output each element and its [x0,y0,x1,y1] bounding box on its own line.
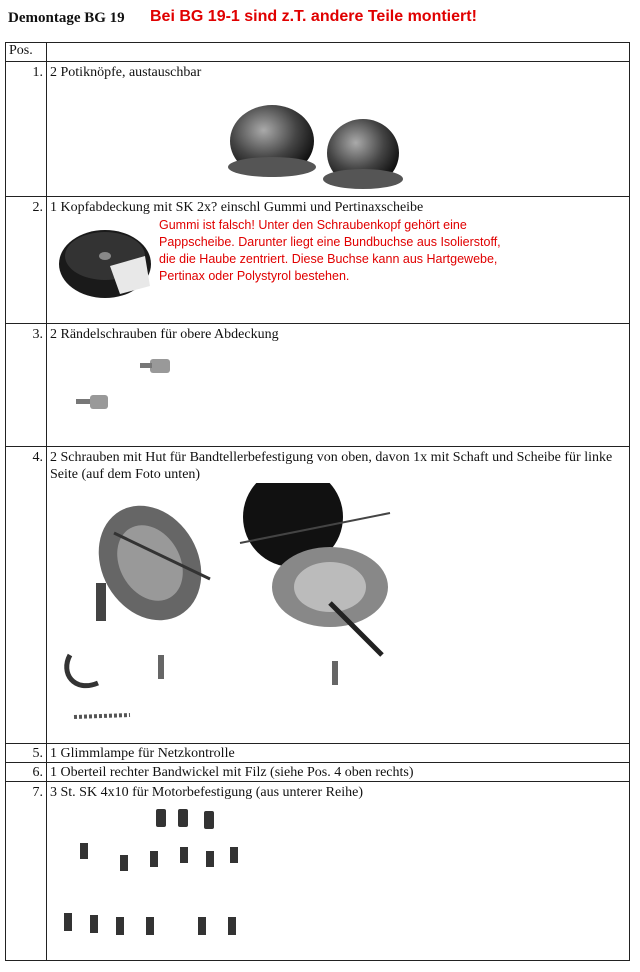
row-pos: 1. [32,65,43,80]
table-row [6,62,630,197]
warning-note: Bei BG 19-1 sind z.T. andere Teile montiert! [150,8,477,25]
row-pos: 2. [32,200,43,215]
row-pos: 4. [32,450,43,465]
table-row [6,197,630,324]
page-header [8,6,632,36]
motor-screws-photo [50,801,629,951]
table-row [6,324,630,447]
document-title: Demontage BG 19 [8,10,125,26]
row-text: 1 Glimmlampe für Netzkontrolle [50,746,235,761]
table-row [6,782,630,961]
row-pos: 5. [32,746,43,761]
knurled-screws-photo [50,343,629,433]
spool-screws-photo [50,483,629,733]
row-pos: 6. [32,765,43,780]
row-text: 2 Schrauben mit Hut für Bandtellerbefestigung von oben, davon 1x mit Schaft und Scheibe für linke Seite (auf dem Foto unten) [50,450,613,482]
row-text: 1 Oberteil rechter Bandwickel mit Filz (siehe Pos. 4 oben rechts) [50,765,414,780]
row-text: 2 Rändelschrauben für obere Abdeckung [50,327,279,342]
row-pos: 7. [32,785,43,800]
row-text: 1 Kopfabdeckung mit SK 2x? einschl Gummi und Pertinaxscheibe [50,200,424,215]
table-row [6,744,630,763]
table-row [6,447,630,744]
table-row [6,763,630,782]
desc-header [47,43,630,62]
row-text: 3 St. SK 4x10 für Motorbefestigung (aus unterer Reihe) [50,785,363,800]
potentiometer-knobs-photo [50,81,629,193]
row-pos: 3. [32,327,43,342]
correction-note: Gummi ist falsch! Unter den Schraubenkopf gehört eine Pappscheibe. Darunter liegt eine Bundbuchse aus Isolierstoff, die die Haube zentriert. Diese Buchse kann aus Hartgewebe, Pertinax oder Polystyrol bestehen. [159,218,501,283]
row-text: 2 Potiknöpfe, austauschbar [50,65,202,80]
pos-header: Pos. [6,43,47,62]
parts-table [5,42,630,961]
table-header-row [6,43,630,62]
